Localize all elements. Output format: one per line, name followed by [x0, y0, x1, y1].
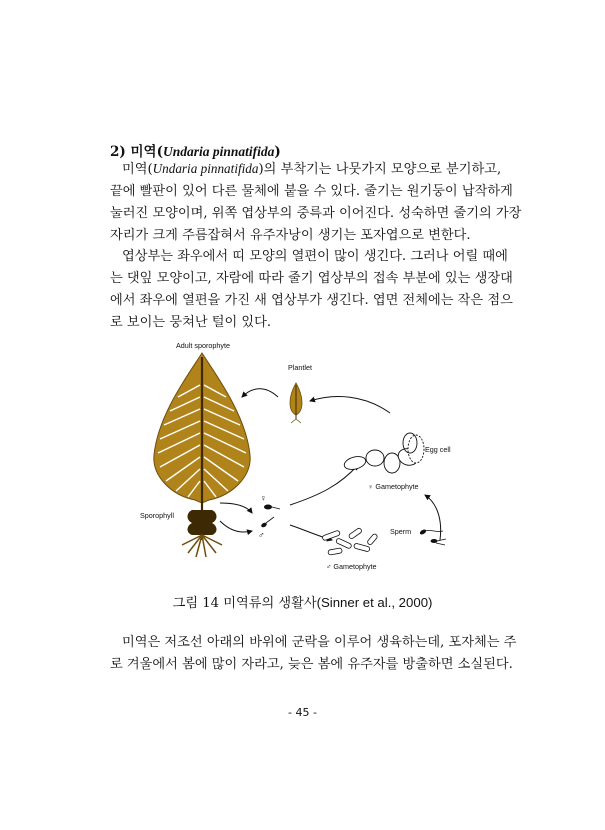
- female-gametophyte-illustration: [343, 433, 424, 473]
- male-gametophyte-illustration: [322, 527, 378, 555]
- label-sperm: Sperm: [390, 527, 412, 536]
- paragraph-3: [110, 632, 517, 676]
- paragraph-1: [110, 158, 522, 247]
- paragraph-2-line-2: 는 댓잎 모양이고, 자람에 따라 줄기 엽상부의 접속 부분에 있는 생장대: [110, 271, 513, 286]
- male-gametes-illustration: [260, 517, 274, 528]
- label-female-gametophyte: ♀ Gametophyte: [368, 482, 419, 491]
- label-plantlet: Plantlet: [288, 363, 312, 372]
- heading-number: 2) 미역(: [110, 144, 163, 160]
- heading-close: ): [274, 144, 281, 160]
- paragraph-3-line-1: 미역은 저조선 아래의 바위에 군락을 이루어 생육하는데, 포자체는 주: [122, 635, 517, 650]
- paragraph-1-line-3: 눌러진 모양이며, 위쪽 엽상부의 중륵과 이어진다. 성숙하면 줄기의 가장: [110, 206, 522, 221]
- label-egg-cell: Egg cell: [425, 445, 451, 454]
- section-heading: [110, 140, 281, 160]
- label-adult-sporophyte: Adult sporophyte: [176, 341, 230, 350]
- male-symbol: ♂: [258, 530, 265, 540]
- paragraph-2-line-1: 엽상부는 좌우에서 띠 모양의 열편이 많이 생긴다. 그러나 어릴 때에: [122, 249, 508, 264]
- plantlet-illustration: [290, 383, 302, 423]
- heading-scientific-name: Undaria pinnatifida: [162, 144, 275, 159]
- paragraph-1-line-2: 끝에 빨판이 있어 다른 물체에 붙을 수 있다. 줄기는 원기둥이 납작하게: [110, 184, 513, 199]
- paragraph-2: [110, 246, 513, 334]
- sperm-illustration: [420, 529, 446, 545]
- female-gametes-illustration: [264, 505, 280, 510]
- adult-sporophyte-illustration: [154, 353, 250, 557]
- scientific-name: Undaria pinnatifida: [152, 161, 259, 176]
- paragraph-1-line-1: 미역(Undaria pinnatifida)의 부착기는 나뭇가지 모양으로 분기하고,: [122, 161, 502, 177]
- paragraph-2-line-4: 로 보이는 뭉쳐난 털이 있다.: [110, 315, 272, 330]
- caption-korean: 그림 14 미역류의 생활사: [172, 596, 317, 611]
- life-cycle-figure: [140, 335, 470, 580]
- paragraph-2-line-3: 에서 좌우에 열편을 가진 새 엽상부가 생긴다. 엽면 전체에는 작은 점으: [110, 293, 513, 308]
- female-symbol: ♀: [260, 493, 267, 503]
- label-sporophyll: Sporophyll: [140, 511, 174, 520]
- caption-citation: (Sinner et al., 2000): [316, 595, 433, 610]
- figure-caption: [0, 592, 605, 611]
- paragraph-3-line-2: 로 겨울에서 봄에 많이 자라고, 늦은 봄에 유주자를 방출하면 소실된다.: [110, 657, 513, 672]
- page-number: - 45 -: [288, 706, 317, 719]
- label-male-gametophyte: ♂ Gametophyte: [326, 562, 377, 571]
- paragraph-1-line-4: 자리가 크게 주름잡혀서 유주자낭이 생기는 포자엽으로 변한다.: [110, 228, 471, 243]
